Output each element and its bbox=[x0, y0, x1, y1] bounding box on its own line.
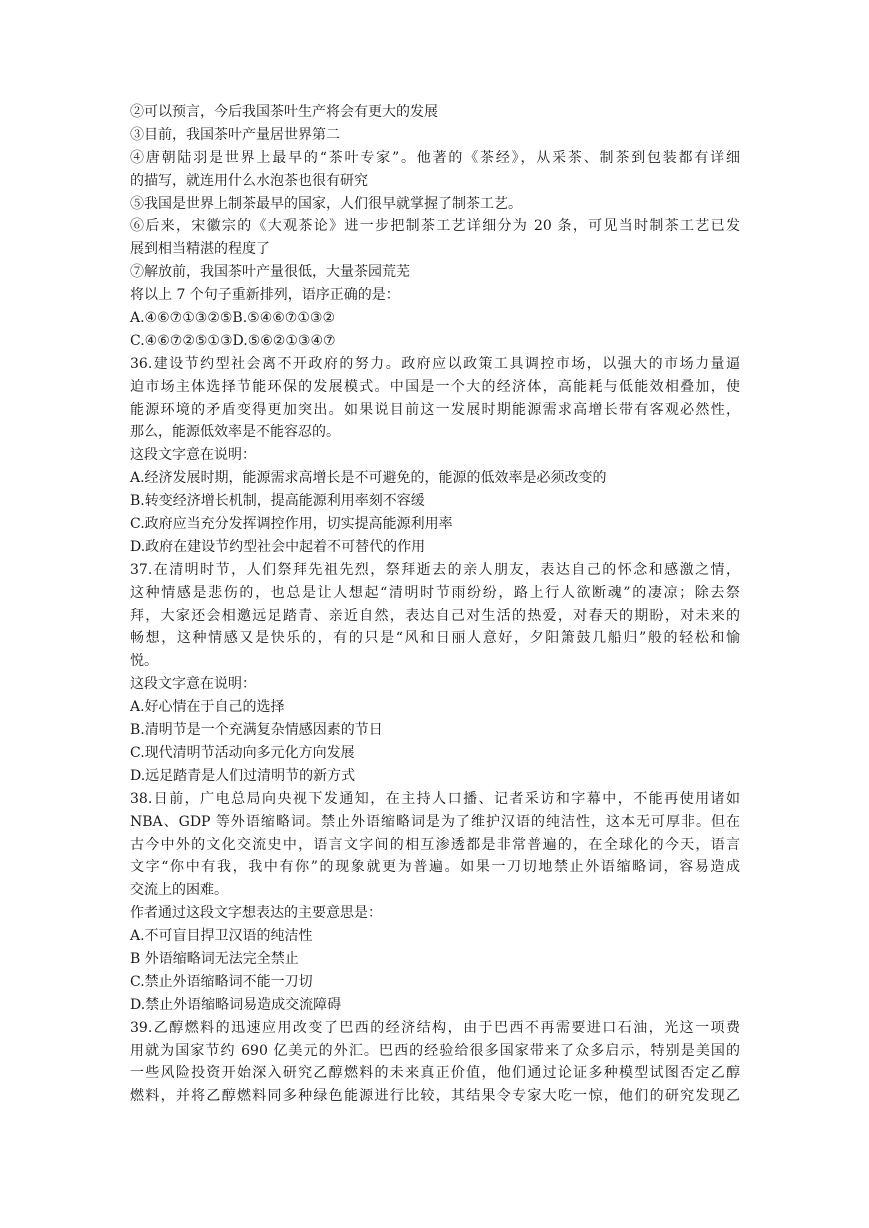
text-line: 这段文字意在说明： bbox=[130, 447, 256, 464]
text-line: 那么，能源低效率是不能容忍的。 bbox=[130, 424, 340, 441]
document-body bbox=[130, 101, 740, 1108]
text-line: ⑥后来，宋徽宗的《大观茶论》进一步把制茶工艺详细分为 20 条，可见当时制茶工艺已发 bbox=[130, 218, 740, 235]
text-line: B.清明节是一个充满复杂情感因素的节日 bbox=[130, 722, 383, 739]
text-line: 36.建设节约型社会离不开政府的努力。政府应以政策工具调控市场，以强大的市场力量逼 bbox=[130, 355, 740, 372]
text-line: B.转变经济增长机制，提高能源利用率刻不容缓 bbox=[130, 493, 425, 510]
text-line: 用就为国家节约 690 亿美元的外汇。巴西的经验给很多国家带来了众多启示，特别是美国的 bbox=[130, 1042, 740, 1059]
text-line: A.经济发展时期，能源需求高增长是不可避免的，能源的低效率是必须改变的 bbox=[130, 470, 607, 487]
text-line: 的描写，就连用什么水泡茶也很有研究 bbox=[130, 172, 368, 189]
text-line: A.④⑥⑦①③②⑤B.⑤④⑥⑦①③② bbox=[130, 310, 336, 327]
text-line: 迫市场主体选择节能环保的发展模式。中国是一个大的经济体，高能耗与低能效相叠加，使 bbox=[130, 378, 740, 395]
text-line: 古今中外的文化交流史中，语言文字间的相互渗透都是非常普遍的，在全球化的今天，语言 bbox=[130, 836, 740, 853]
text-line: 37.在清明时节，人们祭拜先祖先烈，祭拜逝去的亲人朋友，表达自己的怀念和感激之情， bbox=[130, 561, 740, 578]
text-line: 能源环境的矛盾变得更加突出。如果说目前这一发展时期能源需求高增长带有客观必然性， bbox=[130, 401, 740, 418]
text-line: 交流上的困难。 bbox=[130, 882, 228, 899]
text-line: 39.乙醇燃料的迅速应用改变了巴西的经济结构，由于巴西不再需要进口石油，光这一项费 bbox=[130, 1019, 740, 1036]
text-line: 38.日前，广电总局向央视下发通知，在主持人口播、记者采访和字幕中，不能再使用诸如 bbox=[130, 790, 740, 807]
text-line: 燃料，并将乙醇燃料同多种绿色能源进行比较，其结果令专家大吃一惊，他们的研究发现乙 bbox=[130, 1088, 740, 1105]
text-line: 这种情感是悲伤的，也总是让人想起“清明时节雨纷纷，路上行人欲断魂”的凄凉；除去祭 bbox=[130, 584, 740, 601]
text-line: 悦。 bbox=[130, 653, 158, 670]
text-line: B 外语缩略词无法完全禁止 bbox=[130, 950, 299, 967]
text-line: D.禁止外语缩略词易造成交流障碍 bbox=[130, 996, 342, 1013]
text-line: ③目前，我国茶叶产量居世界第二 bbox=[130, 126, 340, 143]
text-line: 拜，大家还会相邀远足踏青、亲近自然，表达自己对生活的热爱，对春天的期盼，对未来的 bbox=[130, 607, 740, 624]
text-line: C.④⑥⑦②⑤①③D.⑤⑥②①③④⑦ bbox=[130, 332, 336, 349]
text-line: D.政府在建设节约型社会中起着不可替代的作用 bbox=[130, 538, 426, 555]
text-line: ⑤我国是世界上制茶最早的国家，人们很早就掌握了制茶工艺。 bbox=[130, 195, 522, 212]
text-line: C.禁止外语缩略词不能一刀切 bbox=[130, 973, 313, 990]
text-line: 将以上 7 个句子重新排列，语序正确的是： bbox=[130, 287, 400, 304]
text-line: 作者通过这段文字想表达的主要意思是： bbox=[130, 905, 382, 922]
text-line: ②可以预言，今后我国茶叶生产将会有更大的发展 bbox=[130, 104, 438, 120]
text-line: C.现代清明节活动向多元化方向发展 bbox=[130, 744, 355, 761]
text-line: NBA、GDP 等外语缩略词。禁止外语缩略词是为了维护汉语的纯洁性，这本无可厚非。但在 bbox=[130, 813, 740, 830]
text-line: ⑦解放前，我国茶叶产量很低，大量茶园荒芜 bbox=[130, 264, 410, 281]
text-line: 文字“你中有我，我中有你”的现象就更为普遍。如果一刀切地禁止外语缩略词，容易造成 bbox=[130, 859, 740, 876]
text-line: 展到相当精湛的程度了 bbox=[130, 241, 270, 258]
text-line: 这段文字意在说明： bbox=[130, 676, 256, 693]
text-line: C.政府应当充分发挥调控作用，切实提高能源利用率 bbox=[130, 516, 453, 533]
text-line: ④唐朝陆羽是世界上最早的“茶叶专家”。他著的《茶经》，从采茶、制茶到包装都有详细 bbox=[130, 149, 740, 166]
text-line: A.不可盲目捍卫汉语的纯洁性 bbox=[130, 928, 313, 945]
text-line: 一些风险投资开始深入研究乙醇燃料的未来真正价值，他们通过论证多种模型试图否定乙醇 bbox=[130, 1065, 740, 1082]
text-line: 畅想，这种情感又是快乐的，有的只是“风和日丽人意好，夕阳箫鼓几船归”般的轻松和愉 bbox=[130, 630, 740, 647]
text-line: A.好心情在于自己的选择 bbox=[130, 699, 285, 716]
text-line: D.远足踏青是人们过清明节的新方式 bbox=[130, 767, 356, 784]
